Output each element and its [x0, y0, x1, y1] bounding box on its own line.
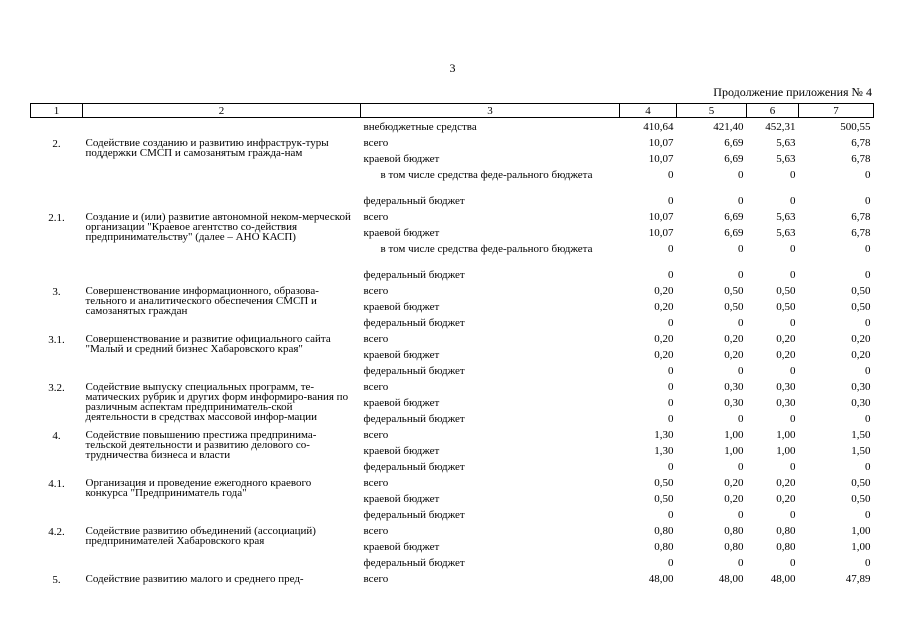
value-cell: 0 [790, 269, 796, 281]
value-cell: 5,63 [776, 211, 796, 223]
value-cell: 0,20 [776, 477, 796, 489]
value-cell: 0,50 [654, 477, 674, 489]
item-number: 3.1. [48, 334, 65, 346]
value-cell: 0 [865, 317, 871, 329]
value-cell: 0,80 [776, 541, 796, 553]
value-cell: 0 [668, 381, 674, 393]
value-cell: 0 [790, 413, 796, 425]
value-cell: 0 [865, 169, 871, 181]
table-header [31, 104, 874, 118]
value-cell: 0 [790, 365, 796, 377]
measure-name: Совершенствование и развитие официального сайта "Малый и средний бизнес Хабаровского края" [85, 333, 331, 355]
value-cell: 0,20 [776, 333, 796, 345]
funding-source: всего [363, 381, 389, 393]
value-cell: 0,30 [851, 381, 871, 393]
value-cell: 0,50 [776, 301, 796, 313]
value-cell: 6,69 [724, 211, 744, 223]
value-cell: 0,80 [654, 541, 674, 553]
value-cell: 0,20 [654, 285, 674, 297]
value-cell: 0 [738, 557, 744, 569]
funding-source: федеральный бюджет [363, 269, 465, 281]
funding-source: всего [363, 285, 389, 297]
funding-source: всего [363, 137, 389, 149]
value-cell: 6,69 [724, 227, 744, 239]
measure-name: Содействие развитию малого и среднего пред- [85, 573, 304, 585]
table-row [31, 526, 874, 542]
value-cell: 0 [738, 195, 744, 207]
funding-source: краевой бюджет [363, 445, 440, 457]
value-cell: 0 [865, 413, 871, 425]
value-cell: 48,00 [648, 573, 674, 585]
funding-source: федеральный бюджет [363, 509, 465, 521]
value-cell: 0 [865, 365, 871, 377]
value-cell: 1,30 [654, 429, 674, 441]
value-cell: 0 [738, 269, 744, 281]
value-cell: 10,07 [648, 211, 674, 223]
value-cell: 0,80 [776, 525, 796, 537]
value-cell: 0,30 [724, 381, 744, 393]
value-cell: 0 [738, 509, 744, 521]
column-header: 5 [677, 104, 747, 118]
value-cell: 0,20 [776, 493, 796, 505]
value-cell: 0 [865, 509, 871, 521]
funding-source: краевой бюджет [363, 397, 440, 409]
appendix-continuation-note: Продолжение приложения № 4 [713, 85, 872, 99]
funding-source: внебюджетные средства [363, 121, 477, 133]
column-header: 1 [31, 104, 83, 118]
budget-table [30, 103, 874, 590]
value-cell: 0,80 [654, 525, 674, 537]
funding-source: всего [363, 573, 389, 585]
table-row [31, 478, 874, 494]
column-header: 3 [361, 104, 620, 118]
value-cell: 0,20 [654, 333, 674, 345]
value-cell: 0,20 [654, 301, 674, 313]
value-cell: 10,07 [648, 227, 674, 239]
funding-source: федеральный бюджет [363, 557, 465, 569]
value-cell: 6,78 [851, 153, 871, 165]
measure-name: Совершенствование информационного, образова-тельного и аналитического обеспечения СМСП и самозанятых граждан [85, 285, 319, 317]
funding-source: краевой бюджет [363, 493, 440, 505]
value-cell: 1,50 [851, 445, 871, 457]
value-cell: 0,20 [724, 349, 744, 361]
value-cell: 0 [790, 509, 796, 521]
value-cell: 0,50 [654, 493, 674, 505]
funding-source: краевой бюджет [363, 541, 440, 553]
funding-source: краевой бюджет [363, 301, 440, 313]
value-cell: 0 [668, 169, 674, 181]
funding-source: федеральный бюджет [363, 195, 465, 207]
funding-source: краевой бюджет [363, 349, 440, 361]
value-cell: 48,00 [770, 573, 796, 585]
column-header: 6 [747, 104, 799, 118]
value-cell: 0 [865, 269, 871, 281]
funding-source: краевой бюджет [363, 153, 440, 165]
value-cell: 0 [668, 269, 674, 281]
value-cell: 0,30 [851, 397, 871, 409]
funding-source: краевой бюджет [363, 227, 440, 239]
value-cell: 1,00 [776, 445, 796, 457]
value-cell: 0,50 [851, 477, 871, 489]
value-cell: 0 [668, 509, 674, 521]
value-cell: 10,07 [648, 153, 674, 165]
value-cell: 410,64 [643, 121, 674, 133]
measure-name: Содействие выпуску специальных программ, те-матических рубрик и других форм информиро-вания по различным аспектам предприниматель-ской деятельности в средствах массовой инфор-мации [85, 381, 349, 423]
item-number: 3. [52, 286, 61, 298]
value-cell: 421,40 [713, 121, 744, 133]
value-cell: 0 [738, 317, 744, 329]
item-number: 2.1. [48, 212, 65, 224]
table-row [31, 286, 874, 302]
value-cell: 1,00 [851, 541, 871, 553]
value-cell: 0,80 [724, 541, 744, 553]
value-cell: 48,00 [718, 573, 744, 585]
value-cell: 0 [668, 317, 674, 329]
value-cell: 0 [865, 461, 871, 473]
column-header: 4 [620, 104, 677, 118]
item-number: 4.2. [48, 526, 65, 538]
value-cell: 5,63 [776, 153, 796, 165]
item-number: 2. [52, 138, 61, 150]
table-row [31, 430, 874, 446]
value-cell: 0 [668, 461, 674, 473]
value-cell: 10,07 [648, 137, 674, 149]
value-cell: 0,20 [724, 493, 744, 505]
funding-source: всего [363, 211, 389, 223]
value-cell: 6,78 [851, 211, 871, 223]
value-cell: 0,50 [851, 301, 871, 313]
value-cell: 5,63 [776, 227, 796, 239]
value-cell: 0 [668, 365, 674, 377]
value-cell: 0,20 [654, 349, 674, 361]
funding-source: федеральный бюджет [363, 461, 465, 473]
value-cell: 0,20 [724, 333, 744, 345]
value-cell: 6,69 [724, 137, 744, 149]
value-cell: 0,50 [851, 493, 871, 505]
funding-source: всего [363, 333, 389, 345]
value-cell: 0 [865, 243, 871, 255]
measure-name: Содействие созданию и развитию инфраструк-туры поддержки СМСП и самозанятым гражда-нам [85, 137, 329, 159]
value-cell: 1,50 [851, 429, 871, 441]
funding-source: всего [363, 429, 389, 441]
value-cell: 0,50 [851, 285, 871, 297]
value-cell: 1,00 [851, 525, 871, 537]
item-number: 4.1. [48, 478, 65, 490]
value-cell: 0 [668, 243, 674, 255]
table-row [31, 334, 874, 350]
value-cell: 0 [790, 317, 796, 329]
value-cell: 500,55 [840, 121, 871, 133]
value-cell: 0 [668, 413, 674, 425]
value-cell: 0,50 [724, 301, 744, 313]
value-cell: 0 [738, 365, 744, 377]
value-cell: 0,80 [724, 525, 744, 537]
value-cell: 0 [668, 557, 674, 569]
table-row [31, 574, 874, 590]
value-cell: 0,50 [724, 285, 744, 297]
value-cell: 1,00 [724, 445, 744, 457]
value-cell: 0 [738, 413, 744, 425]
value-cell: 0 [668, 195, 674, 207]
value-cell: 0,50 [776, 285, 796, 297]
value-cell: 0,20 [724, 477, 744, 489]
item-number: 4. [52, 430, 61, 442]
column-header: 2 [83, 104, 361, 118]
value-cell: 1,00 [724, 429, 744, 441]
value-cell: 6,78 [851, 137, 871, 149]
value-cell: 0 [790, 243, 796, 255]
value-cell: 0 [790, 195, 796, 207]
item-number: 3.2. [48, 382, 65, 394]
value-cell: 0,30 [776, 397, 796, 409]
value-cell: 6,69 [724, 153, 744, 165]
table-row [31, 122, 874, 138]
value-cell: 0,30 [724, 397, 744, 409]
column-header: 7 [799, 104, 874, 118]
measure-name: Содействие развитию объединений (ассоциаций) предпринимателей Хабаровского края [85, 525, 316, 547]
value-cell: 0 [790, 557, 796, 569]
table-body [31, 118, 874, 591]
funding-source: всего [363, 525, 389, 537]
funding-source: в том числе средства феде-рального бюджета [380, 169, 593, 181]
funding-source: федеральный бюджет [363, 365, 465, 377]
measure-name: Создание и (или) развитие автономной неком-мерческой организации "Краевое агентство со-действия предпринимательству" (далее – АНО КАСП) [85, 211, 351, 243]
table-row [31, 382, 874, 398]
measure-name: Содействие повышению престижа предпринима-тельской деятельности и развитию делового со-трудничества бизнеса и власти [85, 429, 317, 461]
value-cell: 1,00 [776, 429, 796, 441]
value-cell: 0 [790, 461, 796, 473]
measure-name: Организация и проведение ежегодного краевого конкурса "Предприниматель года" [85, 477, 312, 499]
value-cell: 452,31 [765, 121, 796, 133]
value-cell: 0,20 [776, 349, 796, 361]
value-cell: 6,78 [851, 227, 871, 239]
value-cell: 0,20 [851, 333, 871, 345]
value-cell: 0 [790, 169, 796, 181]
value-cell: 0 [865, 195, 871, 207]
table-row [31, 212, 874, 228]
value-cell: 0 [738, 461, 744, 473]
value-cell: 0,20 [851, 349, 871, 361]
value-cell: 0,30 [776, 381, 796, 393]
table-row [31, 138, 874, 154]
value-cell: 1,30 [654, 445, 674, 457]
funding-source: в том числе средства феде-рального бюджета [380, 243, 593, 255]
value-cell: 0 [865, 557, 871, 569]
funding-source: всего [363, 477, 389, 489]
value-cell: 0 [738, 169, 744, 181]
page-number: 3 [449, 61, 456, 75]
item-number: 5. [52, 574, 61, 586]
value-cell: 5,63 [776, 137, 796, 149]
funding-source: федеральный бюджет [363, 413, 465, 425]
funding-source: федеральный бюджет [363, 317, 465, 329]
value-cell: 47,89 [845, 573, 871, 585]
value-cell: 0 [668, 397, 674, 409]
value-cell: 0 [738, 243, 744, 255]
